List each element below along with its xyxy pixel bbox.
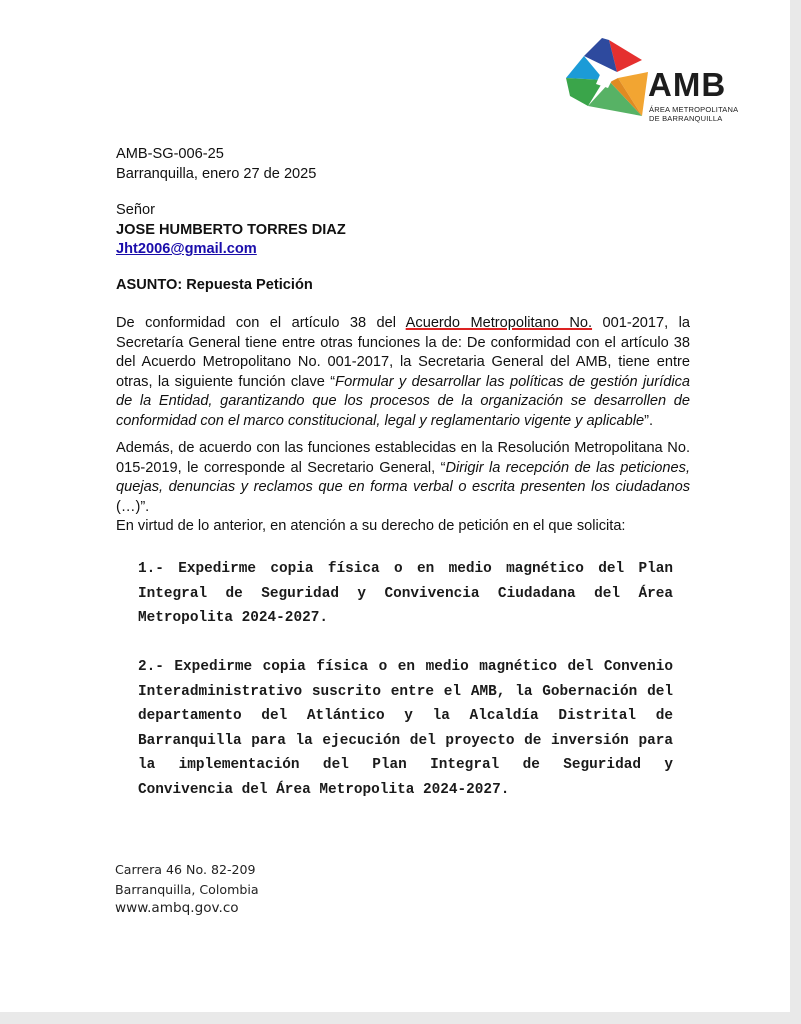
footer-contact [115, 860, 259, 919]
footer-city: Barranquilla, Colombia [115, 881, 259, 897]
reference-number: AMB-SG-006-25 [116, 146, 224, 162]
recipient-email-link[interactable]: Jht2006@gmail.com [116, 241, 257, 257]
pinwheel-logo-icon [562, 34, 652, 124]
recipient-name: JOSE HUMBERTO TORRES DIAZ [116, 221, 346, 238]
footer-address: Carrera 46 No. 82-209 [115, 862, 256, 877]
amb-logo [562, 34, 742, 124]
paragraph-legal-basis: De conformidad con el artículo 38 del Acuerdo Metropolitano No. 001-2017, la Secretaría General tiene entre otras funciones la de: De conformidad con el artículo 38 del Acuerdo Metropolitano No. 001-2017, la Secretaria General del AMB, tiene entre otras, la siguiente función clave “Formular y desarrollar las políticas de gestión jurídica de la Entidad, garantizando que los procesos de la organización se desarrollen de conformidad con el marco constitucional, legal y reglamentario vigente y aplicable”. [116, 315, 691, 429]
letter-reference-block [116, 145, 690, 184]
salutation: Señor [116, 202, 155, 218]
letter-date: Barranquilla, enero 27 de 2025 [116, 165, 317, 182]
request-item-2: 2.- Expedirme copia física o en medio magnético del Convenio Interadministrativo suscrito entre el AMB, la Gobernación del departamento del Atlántico y la Alcaldía Distrital de Barranquilla para la ejecución del proyecto de inversión para la implementación del Plan Integral de Seguridad y Convivencia del Área Metropolita 2024-2027. [138, 659, 673, 798]
request-item-1: 1.- Expedirme copia física o en medio magnético del Plan Integral de Seguridad y Convivencia Ciudadana del Área Metropolita 2024-2027. [138, 561, 673, 626]
subject-line: ASUNTO: Repuesta Petición [116, 277, 313, 293]
footer-website[interactable]: www.ambq.gov.co [115, 900, 239, 916]
logo-wordmark: AMB [648, 66, 727, 103]
paragraph-request-intro: En virtud de lo anterior, en atención a su derecho de petición en el que solicita: [116, 518, 626, 534]
addressee-block [116, 201, 690, 260]
logo-subtitle: ÁREA METROPOLITANA DE BARRANQUILLA [649, 105, 739, 123]
spellcheck-underlined-text: Acuerdo Metropolitano No. [405, 315, 593, 331]
paragraph-resolution: Además, de acuerdo con las funciones establecidas en la Resolución Metropolitana No. 015-2019, le corresponde al Secretario General, “Dirigir la recepción de las peticiones, quejas, denuncias y reclamos que en forma verbal o escrita presenten los ciudadanos (…)”. [116, 440, 691, 515]
